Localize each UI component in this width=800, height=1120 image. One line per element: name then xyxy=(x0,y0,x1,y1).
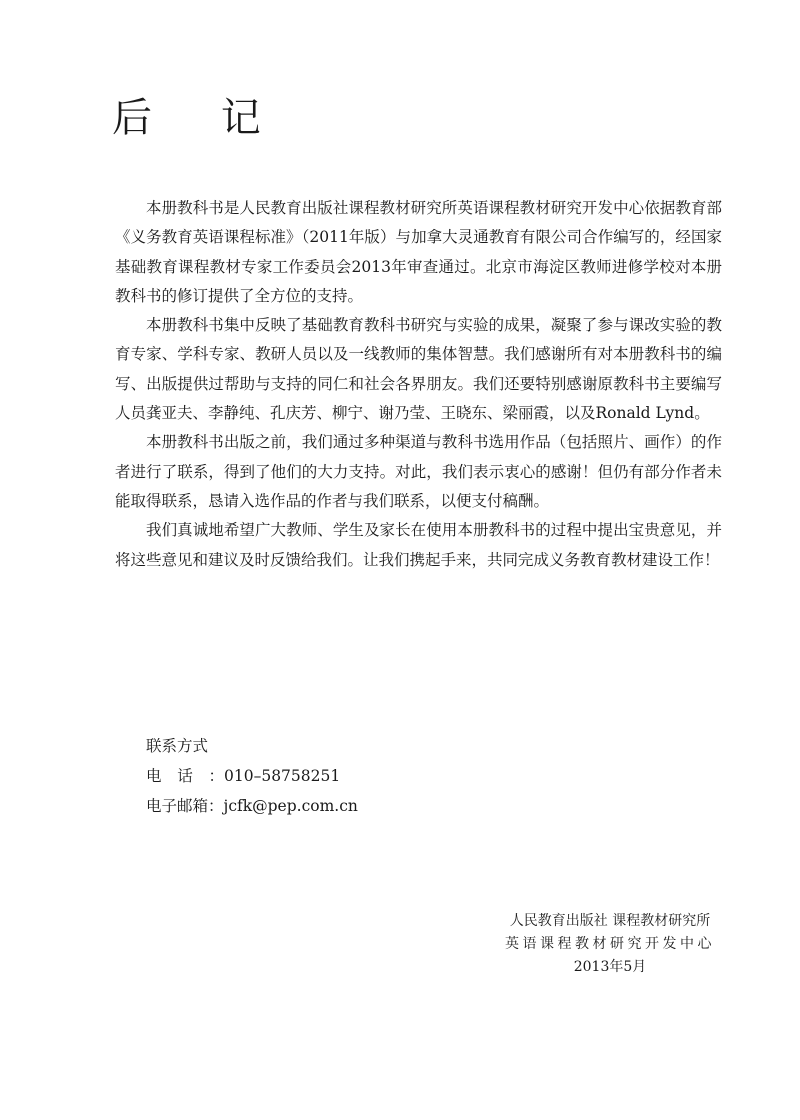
body-text xyxy=(115,194,722,575)
email-label: 电子邮箱： xyxy=(146,797,224,815)
paragraph: 本册教科书是人民教育出版社课程教材研究所英语课程教材研究开发中心依据教育部《义务教育英语课程标准》（2011年版）与加拿大灵通教育有限公司合作编写的，经国家基础教育课程教材专家工作委员会2013年审查通过。北京市海淀区教师进修学校对本册教科书的修订提供了全方位的支持。 xyxy=(115,199,722,305)
signature-date: 2013年5月 xyxy=(573,959,647,975)
contact-heading: 联系方式 xyxy=(146,737,209,755)
paragraph: 本册教科书出版之前，我们通过多种渠道与教科书选用作品（包括照片、画作）的作者进行了联系，得到了他们的大力支持。对此，我们表示衷心的感谢！但仍有部分作者未能取得联系，恳请入选作品的作者与我们联系，以便支付稿酬。 xyxy=(115,433,722,510)
page-title: 后 记 xyxy=(112,95,289,141)
contact-block xyxy=(146,731,358,821)
paragraph: 我们真诚地希望广大教师、学生及家长在使用本册教科书的过程中提出宝贵意见，并将这些意见和建议及时反馈给我们。让我们携起手来，共同完成义务教育教材建设工作！ xyxy=(115,521,722,569)
signature-center: 英语课程教材研究开发中心 xyxy=(505,936,715,952)
paragraph: 本册教科书集中反映了基础教育教科书研究与实验的成果，凝聚了参与课改实验的教育专家、学科专家、教研人员以及一线教师的集体智慧。我们感谢所有对本册教科书的编写、出版提供过帮助与支持的同仁和社会各界朋友。我们还要特别感谢原教科书主要编写人员龚亚夫、李静纯、孔庆芳、柳宁、谢乃莹、王晓东、梁丽霞，以及Ronald Lynd。 xyxy=(115,316,722,423)
email-value: jcfk@pep.com.cn xyxy=(223,797,358,815)
signature-block xyxy=(490,910,730,979)
signature-publisher: 人民教育出版社 课程教材研究所 xyxy=(509,913,711,929)
phone-label: 电话： xyxy=(146,767,224,785)
contact-phone-row xyxy=(146,761,358,791)
contact-email-row xyxy=(146,791,358,821)
phone-value: 010–58758251 xyxy=(224,767,341,785)
